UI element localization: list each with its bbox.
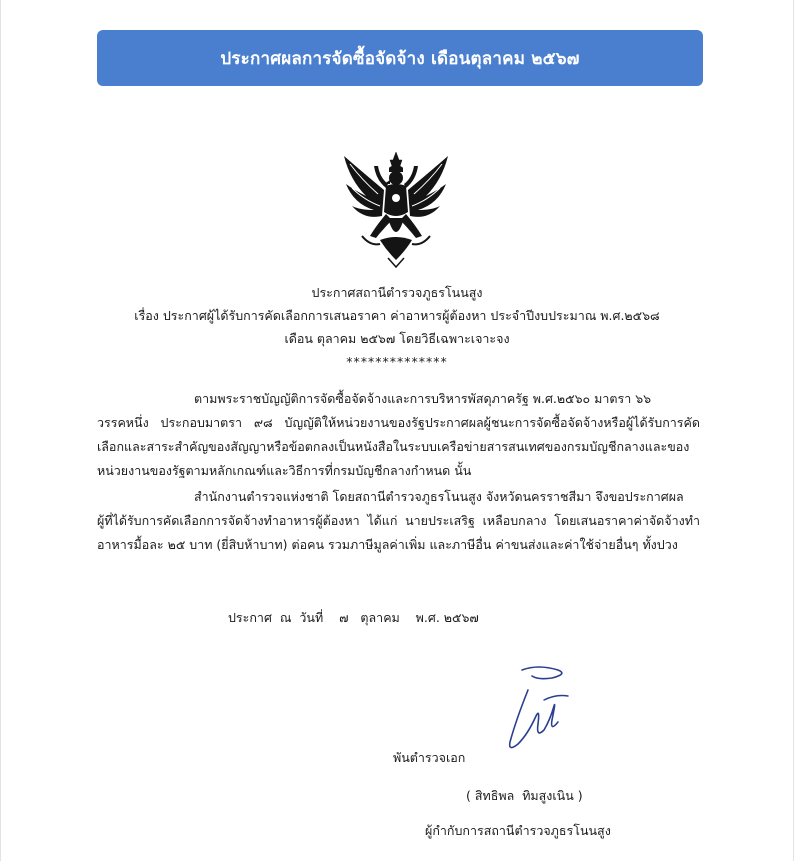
handwritten-signature-icon (488, 660, 580, 760)
agency-heading: ประกาศสถานีตำรวจภูธรโนนสูง (311, 285, 483, 300)
paragraph2-body: ผู้ที่ได้รับการคัดเลือกการจัดจ้างทำอาหารผู้ต้องหา ได้แก่ นายประเสริฐ เหลือบกลาง โดยเสนอราคาค่าจัดจ้างทำอาหารมื้อละ ๒๕ บาท (ยี่สิบห้าบาท) ต่อคน รวมภาษีมูลค่าเพิ่ม และภาษีอื่น ค่าขนส่งและค่าใช้จ่ายอื่นๆ ทั้งปวง (97, 513, 700, 552)
signatory-rank: พันตำรวจเอก (393, 750, 466, 765)
banner-title: ประกาศผลการจัดซื้อจัดจ้าง เดือนตุลาคม ๒๕๖๗ (220, 48, 580, 69)
period-line: เดือน ตุลาคม ๒๕๖๗ โดยวิธีเฉพาะเจาะจง (284, 331, 510, 346)
page-left-edge (0, 0, 1, 861)
signatory-position: ผู้กำกับการสถานีตำรวจภูธรโนนสูง (425, 823, 611, 838)
paragraph-selection-result (97, 485, 700, 557)
paragraph1-first-line: ตามพระราชบัญญัติการจัดซื้อจัดจ้างและการบริหารพัสดุภาครัฐ พ.ศ.๒๕๖๐ มาตรา ๖๖ (194, 391, 652, 406)
subject-line: เรื่อง ประกาศผู้ได้รับการคัดเลือกการเสนอราคา ค่าอาหารผู้ต้องหา ประจำปีงบประมาณ พ.ศ.๒๕๖๘ (134, 308, 660, 323)
announcement-banner (97, 30, 703, 86)
announcement-date: ประกาศ ณ วันที่ ๗ ตุลาคม พ.ศ. ๒๕๖๗ (228, 610, 479, 625)
signatory-name: ( สิทธิพล ทิมสูงเนิน ) (466, 788, 583, 803)
paragraph1-body: วรรคหนึ่ง ประกอบมาตรา ๙๘ บัญญัติให้หน่วยงานของรัฐประกาศผลผู้ชนะการจัดซื้อจัดจ้างหรือผู้ได้รับการคัดเลือกและสาระสำคัญของสัญญาหรือข้อตกลงเป็นหนังสือในระบบเครือข่ายสารสนเทศของกรมบัญชีกลางและของหน่วยงานของรัฐตามหลักเกณฑ์และวิธีการที่กรมบัญชีกลางกำหนด นั้น (97, 415, 700, 478)
paragraph2-first-line: สำนักงานตำรวจแห่งชาติ โดยสถานีตำรวจภูธรโนนสูง จังหวัดนครราชสีมา จึงขอประกาศผล (194, 489, 684, 504)
garuda-emblem-icon (340, 150, 452, 268)
paragraph-legal-basis (97, 387, 700, 483)
separator-line: ************** (346, 354, 448, 369)
